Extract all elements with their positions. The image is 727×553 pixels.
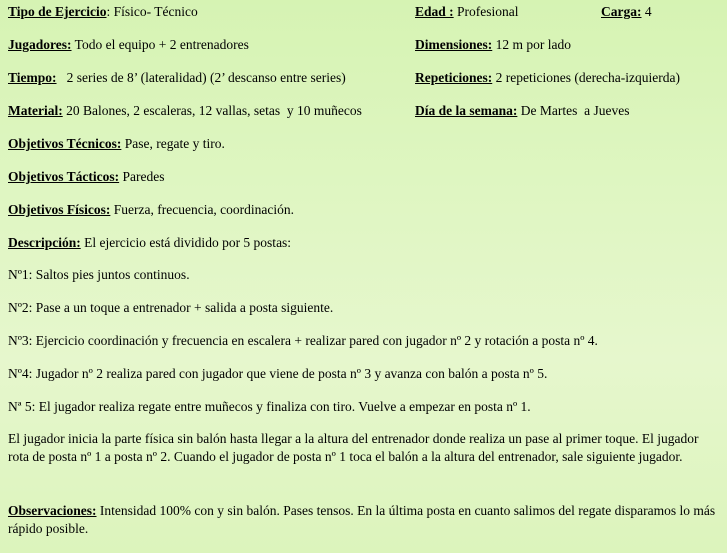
tipo-ejercicio-value: Físico- Técnico (110, 4, 198, 19)
tipo-ejercicio-label: Tipo de Ejercicio (8, 4, 107, 19)
repeticiones-value: 2 repeticiones (derecha-izquierda) (492, 70, 681, 85)
observaciones-value: Intensidad 100% con y sin balón. Pases tensos. En la última posta en cuanto salimos del regate disparamos lo más rápido posible. (8, 503, 716, 536)
dimensiones-label: Dimensiones: (415, 37, 493, 52)
material-value: 20 Balones, 2 escaleras, 12 vallas, setas y 10 muñecos (62, 103, 362, 118)
descripcion-label: Descripción: (8, 235, 81, 250)
edad-line (415, 4, 519, 20)
dia-semana-value: De Martes a Jueves (517, 103, 630, 118)
repeticiones-line (415, 70, 680, 86)
posta-5: Nª 5: El jugador realiza regate entre muñecos y finaliza con tiro. Vuelve a empezar en posta nº 1. (8, 399, 531, 414)
carga-value: 4 (641, 4, 652, 19)
objetivos-tacticos-line (8, 169, 164, 185)
posta-4: Nº4: Jugador nº 2 realiza pared con jugador que viene de posta nº 3 y avanza con balón a posta nº 5. (8, 366, 548, 381)
dimensiones-value: 12 m por lado (492, 37, 571, 52)
descripcion-value: El ejercicio está dividido por 5 postas: (80, 235, 292, 250)
observaciones-label: Observaciones: (8, 503, 97, 518)
posta-3: Nº3: Ejercicio coordinación y frecuencia en escalera + realizar pared con jugador nº 2 y rotación a posta nº 4. (8, 333, 598, 348)
objetivos-fisicos-label: Objetivos Físicos: (8, 202, 111, 217)
repeticiones-label: Repeticiones: (415, 70, 493, 85)
objetivos-fisicos-line (8, 202, 294, 218)
jugadores-label: Jugadores: (8, 37, 72, 52)
jugadores-line (8, 37, 249, 53)
carga-label: Carga: (601, 4, 642, 19)
edad-label: Edad : (415, 4, 454, 19)
objetivos-tecnicos-line (8, 136, 225, 152)
objetivos-fisicos-value: Fuerza, frecuencia, coordinación. (110, 202, 295, 217)
descripcion-line (8, 235, 291, 251)
observaciones-block (8, 502, 720, 538)
tiempo-value: 2 series de 8’ (lateralidad) (2’ descanso entre series) (56, 70, 346, 85)
objetivos-tacticos-value: Paredes (119, 169, 165, 184)
descripcion-parrafo: El jugador inicia la parte física sin balón hasta llegar a la altura del entrenador donde realiza un pase al primer toque. El jugador rota de posta nº 1 a posta nº 2. Cuando el jugador de posta nº 1 toca el balón a la altura del entrenador, sale siguiente jugador. (8, 431, 699, 464)
material-line (8, 103, 362, 119)
dia-semana-line (415, 103, 629, 119)
objetivos-tecnicos-value: Pase, regate y tiro. (121, 136, 225, 151)
tipo-ejercicio-sep: : (106, 4, 111, 19)
tiempo-line (8, 70, 346, 86)
posta-2: Nº2: Pase a un toque a entrenador + salida a posta siguiente. (8, 300, 334, 315)
dimensiones-line (415, 37, 571, 53)
material-label: Material: (8, 103, 63, 118)
edad-value: Profesional (453, 4, 519, 19)
dia-semana-label: Día de la semana: (415, 103, 518, 118)
carga-line (601, 4, 652, 20)
objetivos-tacticos-label: Objetivos Tácticos: (8, 169, 120, 184)
jugadores-value: Todo el equipo + 2 entrenadores (71, 37, 249, 52)
posta-1: Nº1: Saltos pies juntos continuos. (8, 267, 190, 282)
tipo-ejercicio-line (8, 4, 198, 20)
tiempo-label: Tiempo: (8, 70, 57, 85)
objetivos-tecnicos-label: Objetivos Técnicos: (8, 136, 122, 151)
